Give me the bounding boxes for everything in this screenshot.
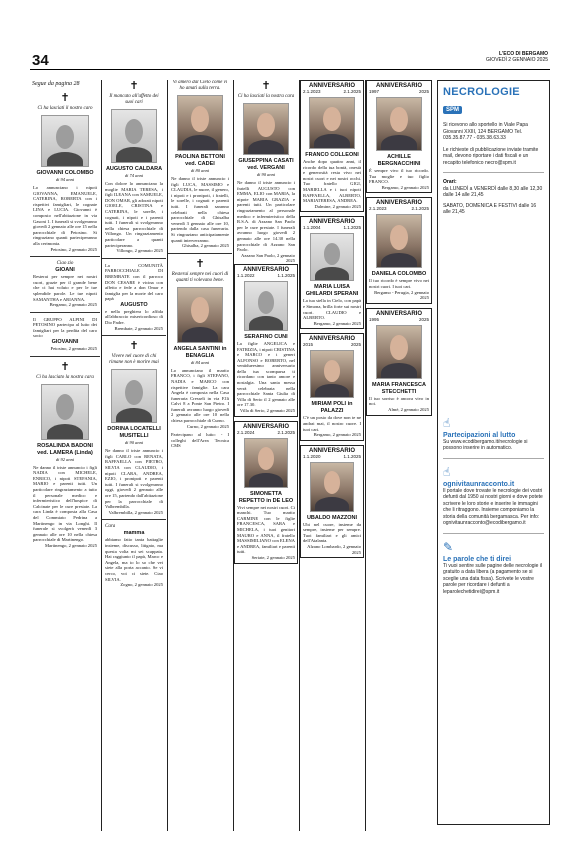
obituary-intro: Vi amerò dal Cielo come vi ho amati sulla terra. [172,80,228,91]
deceased-name: MARIA FRANCESCA STECCHETTI [372,381,426,395]
deceased-age: di 94 anni [55,177,75,182]
weekend-hours: SABATO, DOMENICA E FESTIVI dalle 16 alle 21,45 [443,202,537,215]
anniversary-dates [369,206,429,211]
condolence-list: Partecipano al lutto: - I colleghi dell'Area Tecnica CMS [171,432,229,449]
obituary-text: Ne danno il triste annuncio i figli CARLO con RENATA, RAFFAELLA con PIETRO, SILVIA con CLAUDIO, i nipoti CLARA, ANDREA, EZIO, i pronipoti e parenti tutti. I funerali si svolgeranno oggi, giovedì 2 gennaio alle ore 15, partendo dall'abitazione per la parrocchiale di Valbrembilla. [105,448,163,510]
anniversary-cuni [234,264,298,417]
divider [102,335,166,336]
portrait-photo [310,350,354,398]
section-heading: Partecipazioni al lutto [443,431,516,439]
spm-logo: SPM [443,106,462,114]
anniversary-bergnacchini [366,80,432,193]
section-heading: Le parole che ti direi [443,555,512,563]
anniversary-daniela-colombo [366,197,432,303]
portrait-photo [177,287,223,343]
place-date: Alzano Lombardo, 2 gennaio 2025 [307,544,361,555]
spacer [443,216,544,416]
divider [102,258,166,259]
deceased-name: GIOVANNI [51,339,79,346]
deceased-name: DANIELA COLOMBO [371,271,427,278]
date-to: 1.1.2025 [343,453,361,459]
obituary-text: Con dolore lo annunciano la moglie MARIA TERESA, i figli ILEANA con SAMUELE, DON OMAR, gli adorati nipoti GIOELE, CRISTINA e CATERINA, le sorelle, i cognati, i nipoti e i parenti tutti. I funerali si svolgeranno nella chiesa parrocchiale di Villongo. Un ringraziamento particolare a quanti parteciperanno. [105,181,163,248]
anniversary-title: ANNIVERSARIO [308,336,355,343]
deceased-name: ROSALINDA BADONI ved. LAMERA (Linda) [37,442,93,456]
page-header [30,46,550,70]
date-from: 1.1.2004 [303,225,321,231]
anniversary-dates [303,342,361,347]
anniversary-text: La figlie ANGELICA e FATRIZIA, i nipoti CRISTINA e MARCO e i generi ALFONSO e ROBERTO, nel ventidueesimo anniversario della tua scomparsa ti ricordano con tanto amore e nostalgia. Una santa messa verrà celebrata nella parrocchiale Santa Giulia di Villa di Serio il 2 gennaio alle ore 17.30. [237,340,295,408]
obituary-santini [168,258,232,449]
portrait-photo [244,438,288,488]
portrait-photo [244,281,288,331]
deceased-name: ACHILLE BERGNACCHINI [377,154,421,167]
date-to: 2025 [418,316,429,322]
place-date: Bergamo, 2 gennaio 2025 [49,302,97,308]
deceased-name: GIOANI [55,267,75,274]
continued-from: Segue da pagina 28 [32,81,80,87]
portrait-photo [243,103,289,155]
obituary-bettoni [168,80,232,249]
anniversary-text: È sempre vivo il tuo ricordo. Tua moglie e tuo figlio FRANCO. [369,168,429,185]
deceased-name: AUGUSTO CALDARA [105,166,163,172]
obituary-text: Resterai per sempre nei nostri cuori, grazie per il grande bene che ci hai voluto e per le tue splendide parole. Le tue nipoti SAMANTHA e ARIANNA. [33,274,97,302]
anniversary-stecchetti [366,308,432,416]
place-date: Brembate, 2 gennaio 2025 [114,325,163,331]
column-1 [30,92,100,832]
office-address: Si ricevono allo sportello in Viale Papa Giovanni XXIII, 124 BERGAMO Tel. 035.35.87.77 - 035.38.63.33 [443,122,528,141]
obituary-caldara [102,80,166,254]
date-to: 2.1.2025 [343,89,361,94]
hand-pointer-icon: ☝ [443,464,451,479]
place-date: Villongo, 2 gennaio 2025 [116,248,163,254]
anniversary-poli [300,333,364,440]
anniversary-mazzoni [300,445,364,559]
obituary-locatelli [102,340,166,515]
deceased-age: di 90 anni [256,172,276,177]
divider [168,253,232,254]
place-date: Martinengo, 2 gennaio 2025 [44,542,97,548]
obituary-text: e nella preghiera lo affida all'abbraccio misericordioso di Dio Padre. [105,308,163,326]
date-to: 1.1.2025 [343,225,361,231]
date-from: 1997 [369,89,380,94]
divider [30,356,100,357]
obituary-text: Ne danno il triste annuncio i fratelli AUGUSTO con EMMA, ELIO con MARIA, la nipote MARIA GRAZIA e parenti tutti. Un particolare ringraziamento al personale medico e infermieristico della R.S.A. di Azzano San Paolo per le cure prestate. I funerali avranno luogo giovedì 2 gennaio alle ore 14.30 nella parrocchiale di Azzano San Paolo. [237,180,295,253]
portrait-photo [376,214,422,268]
anniversary-title: ANNIVERSARIO [308,219,355,226]
anniversary-dates [237,273,295,278]
divider [102,519,166,520]
portrait-photo [376,97,422,151]
cross-icon: ✝ [129,339,139,353]
section-text[interactable]: Su www.ecodibergamo.it/necrologie si possono inserire in automatico. [443,438,528,451]
obituary-intro: Vivere nel cuore di chi rimane non è morire mai [109,354,159,366]
anniversary-dates [303,89,361,94]
deceased-age: di 84 anni [190,359,210,365]
place-date: Petosino, 2 gennaio 2025 [50,346,97,352]
place-date: Valbrembilla, 2 gennaio 2025 [108,509,163,515]
portrait-photo [309,97,355,149]
obituary-text: abbiamo fatto tanta battaglie insieme, discusso, litigato, ma questa volta mi sei scappata. Hai raggiunto il papà, Marco e Angela, ma io lo so che vei siete alla porta accanto. Se vi cerco, voi ci siete. Ciao SILVIA. [105,537,163,582]
obituary-zio [30,261,100,308]
anniversary-colleoni [300,80,364,212]
place-date: Petosino, 2 gennaio 2025 [50,246,97,252]
place-date: Zogno, 2 gennaio 2025 [120,582,163,588]
deceased-name: UBALDO MAZZONI [306,514,358,521]
divider [443,533,544,534]
date-to: 2025 [350,342,361,348]
portrait-photo [310,233,354,281]
obituary-mamma [102,524,166,587]
deceased-name: MIRIAM POLI in PALAZZI [311,401,353,415]
obituary-text: Ne danno il triste annuncio i figli LUCA, MASSIMO e CLAUDIA, le nuore, il genero, i nipoti e i pronipoti, i fratelli, le sorelle, i cognati e parenti tutti. I funerali saranno celebrati nella chiesa parrocchiale di Ghisalba venerdì 3 gennaio alle ore 10, partendo dalla casa funeraria. Si ringraziano anticipatamente quanti interverranno. [171,176,229,243]
deceased-name: FRANCO COLLEONI [305,152,359,158]
necrologie-info-box [437,80,550,825]
deceased-age: di 92 anni [55,456,75,462]
obituary-intro: Cara [105,524,116,530]
obituary-intro: Il mancato all'affetto dei suoi cari [109,94,159,105]
deceased-name: AUGUSTO [120,301,148,308]
section-title: NECROLOGIE [443,86,520,98]
cross-icon: ✝ [261,80,271,92]
portrait-photo [41,384,89,440]
obituary-text: Lo annunciano i nipoti GIOVANNA, EMANUELE, CATERINA, ROBERTA con i rispettivi famigliari, le cognate LINA e LUCIA. Giovanni è composto nell'abitazione in via Gasoni 1. I funerali si svolgeranno giovedì 2 gennaio alle ore 15 nella parrocchiale di Petosino. Si ringraziano quanti parteciperanno alla cerimonia. [33,185,97,246]
anniversary-title: ANNIVERSARIO [308,447,355,454]
place-date: Bergamo, 2 gennaio 2025 [381,184,429,190]
anniversary-text: Anche dopo quattro anni, il ricordo della tua bontà, onestà e generosità resta vivo nei nostri cuori e nei nostri occhi. Tuo fratello GIGI, MARIELLA e i tuoi nipoti RAFFAELLA, ALBERTO, MARIATERESA, ANDREA. [303,159,361,204]
obituary-intro: Resterai sempre nei cuori di quanti ti volevano bene. [171,271,229,283]
place-date: Azzano San Paolo, 2 gennaio 2025 [241,252,295,264]
hours-title: Orari: [443,179,457,185]
column-3 [168,80,232,825]
date-to: 2.1.2025 [277,429,295,435]
divider [30,256,100,257]
obituary-intro: Ci ha lasciati il nostro caro [37,106,93,111]
anniversary-ghilardi [300,216,364,329]
place-date: Villa di Serio, 2 gennaio 2025 [239,408,295,414]
portrait-photo [177,95,223,151]
obituary-parrocchia [102,263,166,332]
anniversary-title: ANNIVERSARIO [308,83,355,89]
obituary-text: Ne danno il triste annuncio i figli NADIA con MICHELE, ENRICO, i nipoti STEFANIA, MARIO e parenti tutti. Un particolare ringraziamento a tutto il personale medico e infermieristico dell'hospice di Calcinate per le cure prestate. La cara Linda è composta alla Casa del Commiato Pedrina a Martinengo in via Longhi. Il funerale si svolgerà venerdì 3 gennaio alle ore 10 nella chiesa parrocchiale di Martinengo. [33,464,97,543]
portrait-photo [41,115,89,167]
portrait-photo [111,109,157,163]
portrait-photo [310,462,354,512]
date-from: 2.1.2024 [237,429,255,435]
anniversary-text: La tua stella in Cielo, con papà e Simona, brilla forte sui nostri cuori. CLAUDIO e ALBERTO. [303,298,361,321]
obituary-intro: Ci ha lasciato la nostra cara [36,374,94,380]
hours-block [443,179,544,216]
date-from: 2.1.2023 [369,206,387,212]
anniversary-text: Ubi nel cuore, insieme da sempre, insieme per sempre. Tuoi familiari e gli amici dell'Atalanta. [303,521,361,544]
newspaper-brand: L'ECO DI BERGAMO [499,51,548,57]
email-instructions: Le richieste di pubblicazione inviate tramite mail, devono riportare i dati fiscali e un recapito telefonico necro@spm.it [443,146,539,166]
section-text: Ti vuoi sentire sulle pagine delle necrologie il gratuito a data libera (a pagamento se si sceglie una data fissa). Scrivete le vostre parole per ricordare i defunti a leparolechetidirei@spm.it [443,562,543,595]
divider [443,172,544,173]
anniversary-title: ANNIVERSARIO [375,200,422,207]
date-to: 1.1.2025 [277,272,295,278]
obituary-text: Lo annunciano il marito FRANCO, i figli STEFANO, NADIA e MARCO con rispettive famiglie. La cara Angela è composta nella Casa funeraria Cresseli in via F.lli Calvi 8 a Ponte San Pietro. I funerali avranno luogo giovedì 2 gennaio alle ore 10 nella chiesa parrocchiale di Curno. [171,367,229,424]
deceased-name: GIUSEPPINA CASATI ved. VERGANI [238,158,294,171]
obituary-text: Il GRUPPO ALPINI DI PETOSINO partecipa al lutto dei famigliari per la perdita del caro socio [33,316,97,339]
pen-icon: ✎ [443,539,454,554]
anniversary-dates [303,225,361,230]
place-date: Bergamo - Perugia, 2 gennaio 2025 [374,289,429,301]
obituary-intro: Ciao zio [56,261,74,267]
column-4 [234,80,298,825]
deceased-age: di 90 anni [124,440,144,446]
deceased-age: di 74 anni [124,173,144,178]
weekday-hours: da LUNEDÌ a VENERDÌ dalle 8,30 alle 12,30 dalle 14 alle 21,45 [443,185,543,198]
obituary-text: La COMUNITÀ PARROCCHIALE DI BREMBATE con il parroco DON CESARE è vicina con affetto e fede a don Omar e famiglia per la morte del caro papà [105,262,163,302]
place-date: Bergamo, 2 gennaio 2025 [313,432,361,438]
place-date: Seriate, 2 gennaio 2025 [251,554,295,560]
section-heading[interactable]: ognivitaunracconto.it [443,480,515,488]
obituary-intro: Ci ha lasciati la nostra cara [237,94,295,99]
place-date: Curno, 2 gennaio 2025 [186,423,229,429]
deceased-name: GIOVANNI COLOMBO [36,170,94,176]
anniversary-dates [369,89,429,94]
cross-icon: ✝ [60,92,70,104]
deceased-name: DORINA LOCATELLI MUSITELLI [107,426,161,440]
deceased-name: mamma [123,530,145,537]
anniversary-dates [369,317,429,322]
date-to: 2.1.2025 [411,206,429,212]
date-from: 2.1.2023 [303,89,321,94]
anniversary-title: ANNIVERSARIO [375,83,422,89]
deceased-name: MARIA LUISA GHILARDI SPERANI [305,284,359,298]
divider [30,312,100,313]
obituary-casati [234,80,298,264]
date-from: 1.1.2022 [237,272,255,278]
portrait-photo [111,369,157,423]
page-number: 34 [32,52,49,69]
cross-icon: ✝ [195,256,205,270]
anniversary-text: C'è un posto da dove non te ne andrai mai, il nostro cuore. I tuoi cari. [303,415,361,432]
issue-date: GIOVEDÌ 2 GENNAIO 2025 [486,57,548,63]
date-to: 2025 [418,89,429,94]
place-date: Bergamo, 2 gennaio 2025 [313,320,361,326]
divider [443,458,544,459]
anniversary-title: ANNIVERSARIO [375,310,422,317]
column-2 [102,80,166,825]
obituary-badoni [30,361,100,549]
deceased-age: di 80 anni [190,168,210,173]
column-5 [300,80,364,825]
place-date: Ghisalba, 2 gennaio 2025 [182,243,229,249]
deceased-name: PAOLINA BETTONI ved. CADEI [175,154,225,167]
date-from: 2015 [303,342,314,348]
cross-icon: ✝ [60,359,70,373]
section-text: Il portale dove trovate le necrologie dei vostri defunti dal 1950 ai nostri giorni e dove potete scrivere le loro storie e inserire le immagini che li ritraggono. Insieme componiamo la storia della comunità bergamasca. Per info: ognivitaunracconto@ecodibergamo.it [443,487,543,526]
anniversary-title: ANNIVERSARIO [242,266,289,273]
obituary-colombo [30,92,100,252]
hand-pointer-icon: ☝ [443,415,451,430]
obituary-alpini [30,317,100,352]
deceased-name: SIMONETTA REPETTO in DE LEO [238,490,294,504]
date-from: 1.1.2020 [303,453,321,459]
anniversary-text: Vivi sempre nei nostri cuori. Ci manchi. Tuo marito CARMINE con le figlie FRANCESCA, SARA e MICHELA, i tuoi genitori MAURO e ANNA, il fratello MASSIMILIANO con ELENA e ANDREA, familiari e parenti tutti. [237,504,295,555]
date-from: 1995 [369,316,380,322]
anniversary-dates [303,454,361,459]
column-6 [366,80,432,825]
anniversary-text: Il tuo ricordo è sempre vivo nei nostri cuori. I tuoi cari. [369,278,429,289]
anniversary-title: ANNIVERSARIO [242,423,289,430]
place-date: Dalmine, 2 gennaio 2025 [314,203,361,209]
portrait-photo [376,325,422,379]
deceased-name: ANGELA SANTINI in BENAGLIA [173,345,227,359]
deceased-name: SERAFINO CUNI [244,333,288,340]
masthead [486,51,548,63]
cross-icon: ✝ [129,80,139,92]
place-date: Almè, 2 gennaio 2025 [388,406,429,412]
anniversary-dates [237,430,295,435]
anniversary-text: Il tuo sorriso è ancora vivo in noi. [369,395,429,407]
anniversary-repetto [234,421,298,564]
